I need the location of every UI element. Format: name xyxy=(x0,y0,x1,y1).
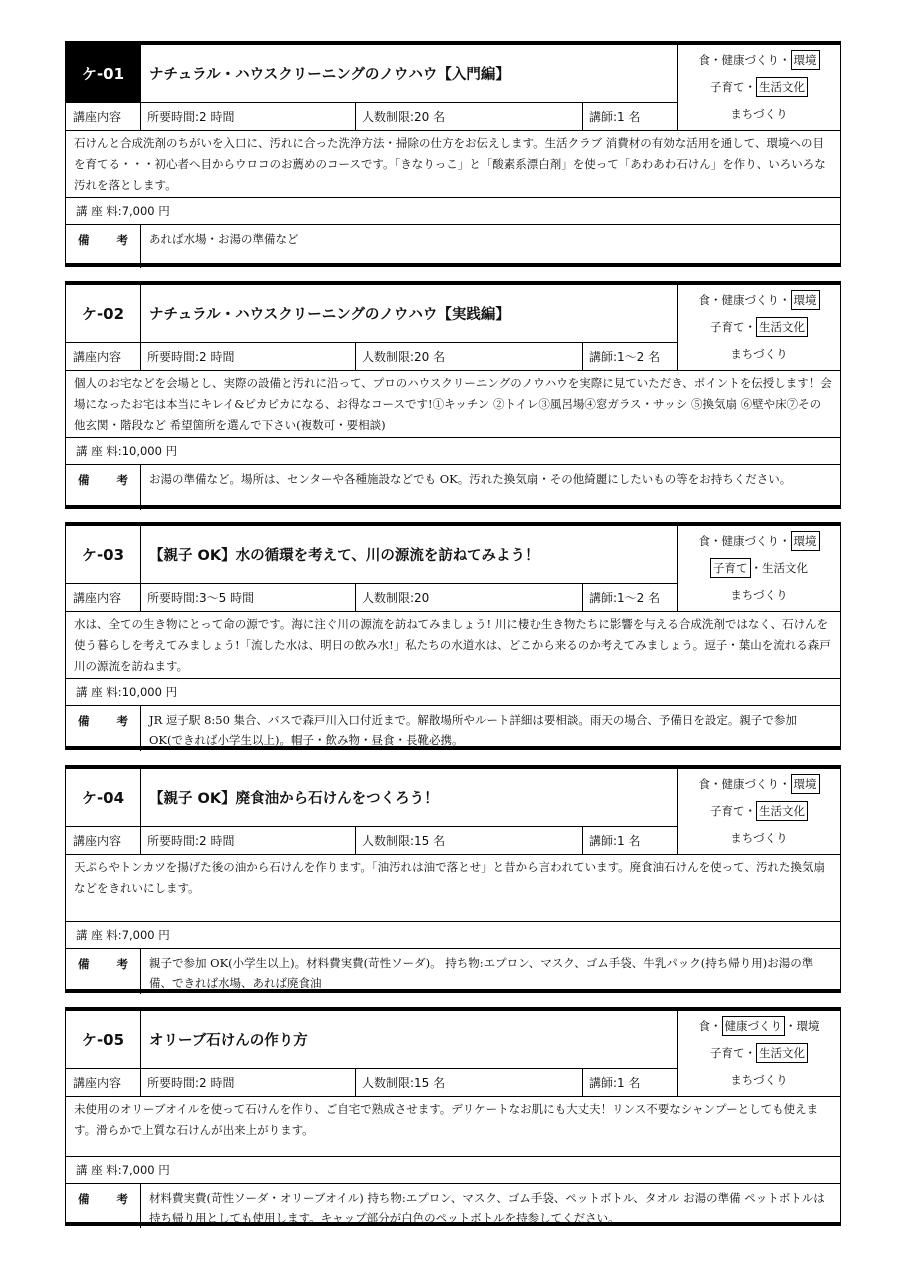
course-teacher: 講師:1～2 名 xyxy=(583,584,678,611)
content-label: 講座内容 xyxy=(66,343,141,370)
course-limit: 人数制限:20 名 xyxy=(356,103,583,130)
course-title: ナチュラル・ハウスクリーニングのノウハウ【入門編】 xyxy=(141,45,678,102)
course-teacher: 講師:1 名 xyxy=(583,103,678,130)
course-time: 所要時間:2 時間 xyxy=(141,343,356,370)
course-fee xyxy=(66,198,840,225)
category-food: 食・ xyxy=(698,1019,722,1034)
category-life-culture: 生活文化 xyxy=(756,1043,808,1063)
course-title: 【親子 OK】廃食油から石けんをつくろう！ xyxy=(141,769,678,826)
category-food-health: 食・健康づくり・ xyxy=(698,534,791,549)
note-label-a: 備 xyxy=(78,233,90,247)
course-code: ケ-01 xyxy=(66,45,141,102)
category-environment: 環境 xyxy=(791,50,820,70)
category-environment: 環境 xyxy=(791,290,820,310)
note-label xyxy=(66,949,141,994)
note-label xyxy=(66,1184,141,1228)
course-note-row xyxy=(66,225,840,268)
note-label-a: 備 xyxy=(78,714,90,728)
course-limit: 人数制限:20 名 xyxy=(356,343,583,370)
content-label: 講座内容 xyxy=(66,827,141,854)
fee-label: 講 座 料: xyxy=(76,1163,122,1177)
category-list xyxy=(678,45,840,129)
course-time: 所要時間:2 時間 xyxy=(141,827,356,854)
fee-value: 7,000 円 xyxy=(121,204,170,218)
category-health: 健康づくり xyxy=(722,1016,786,1036)
note-label-b: 考 xyxy=(116,714,128,728)
course-time: 所要時間:3～5 時間 xyxy=(141,584,356,611)
course-card xyxy=(65,281,841,509)
content-label: 講座内容 xyxy=(66,584,141,611)
course-description: 未使用のオリーブオイルを使って石けんを作り、ご自宅で熟成させます。デリケートなお肌にも大丈夫！リンス不要なシャンプーとしても使えます。滑らかで上質な石けんが出来上がります。 xyxy=(66,1097,840,1157)
course-title: 【親子 OK】水の循環を考えて、川の源流を訪ねてみよう！ xyxy=(141,526,678,583)
course-note-row xyxy=(66,949,840,994)
course-fee xyxy=(66,922,840,949)
course-note-row xyxy=(66,706,840,751)
category-life-culture: ・生活文化 xyxy=(750,560,808,575)
course-description: 水は、全ての生き物にとって命の源です。海に注ぐ川の源流を訪ねてみましょう! 川に棲む生き物たちに影響を与える合成洗剤ではなく、石けんを使う暮らしを考えてみましょう!「流した水は、明日の飲み水!」私たちの水道水は、どこから来るのか考えてみましょう。逗子・葉山を流れる森戸川の源流を訪ねます。 xyxy=(66,612,840,679)
note-label-b: 考 xyxy=(116,233,128,247)
course-time: 所要時間:2 時間 xyxy=(141,103,356,130)
course-note-row xyxy=(66,465,840,510)
course-title: オリーブ石けんの作り方 xyxy=(141,1011,678,1068)
course-title: ナチュラル・ハウスクリーニングのノウハウ【実践編】 xyxy=(141,285,678,342)
course-note: お湯の準備など。場所は、センターや各種施設などでも OK。汚れた換気扇・その他綺麗にしたいもの等をお持ちください。 xyxy=(149,472,792,486)
course-limit: 人数制限:15 名 xyxy=(356,1069,583,1096)
course-card xyxy=(65,41,841,267)
category-childcare: 子育て・ xyxy=(710,79,756,94)
course-time: 所要時間:2 時間 xyxy=(141,1069,356,1096)
note-label xyxy=(66,706,141,751)
category-childcare: 子育て xyxy=(710,558,751,578)
course-code: ケ-05 xyxy=(66,1011,141,1068)
category-food-health: 食・健康づくり・ xyxy=(698,777,791,792)
category-town: まちづくり xyxy=(730,1072,788,1087)
course-note: あれば水場・お湯の準備など xyxy=(149,232,299,246)
category-town: まちづくり xyxy=(730,106,788,121)
note-label-b: 考 xyxy=(116,957,128,971)
category-town: まちづくり xyxy=(730,587,788,602)
course-note: JR 逗子駅 8:50 集合、バスで森戸川入口付近まで。解散場所やルート詳細は要相談。雨天の場合、予備日を設定。親子で参加 OK(できれば小学生以上)。帽子・飲み物・昼食・長靴必携。 xyxy=(149,713,797,747)
course-teacher: 講師:1～2 名 xyxy=(583,343,678,370)
course-teacher: 講師:1 名 xyxy=(583,1069,678,1096)
category-life-culture: 生活文化 xyxy=(756,801,808,821)
category-list xyxy=(678,526,840,610)
category-food-health: 食・健康づくり・ xyxy=(698,293,791,308)
fee-label: 講 座 料: xyxy=(76,444,122,458)
course-code: ケ-04 xyxy=(66,769,141,826)
category-environment: 環境 xyxy=(791,774,820,794)
course-card xyxy=(65,522,841,750)
note-label xyxy=(66,465,141,510)
course-limit: 人数制限:15 名 xyxy=(356,827,583,854)
fee-label: 講 座 料: xyxy=(76,685,122,699)
course-description: 天ぷらやトンカツを揚げた後の油から石けんを作ります。「油汚れは油で落とせ」と昔から言われています。廃食油石けんを使って、汚れた換気扇などをきれいにします。 xyxy=(66,855,840,922)
category-list xyxy=(678,1011,840,1095)
category-town: まちづくり xyxy=(730,830,788,845)
category-environment: ・環境 xyxy=(785,1019,820,1034)
category-list xyxy=(678,285,840,369)
category-food-health: 食・健康づくり・ xyxy=(698,53,791,68)
course-fee xyxy=(66,1157,840,1184)
content-label: 講座内容 xyxy=(66,103,141,130)
course-card xyxy=(65,1007,841,1226)
category-childcare: 子育て・ xyxy=(710,1045,756,1060)
fee-value: 7,000 円 xyxy=(121,928,170,942)
course-limit: 人数制限:20 xyxy=(356,584,583,611)
category-childcare: 子育て・ xyxy=(710,319,756,334)
note-label-a: 備 xyxy=(78,473,90,487)
course-code: ケ-02 xyxy=(66,285,141,342)
course-code: ケ-03 xyxy=(66,526,141,583)
course-note-row xyxy=(66,1184,840,1228)
course-description: 個人のお宅などを会場とし、実際の設備と汚れに沿って、プロのハウスクリーニングのノウハウを実際に見ていただき、ポイントを伝授します！会場になったお宅は本当にキレイ&ピカピカになる、お得なコースです!①キッチン ②トイレ③風呂場④窓ガラス・サッシ ⑤換気扇 ⑥壁や床⑦その他玄関・階段など 希望箇所を選んで下さい(複数可・要相談) xyxy=(66,371,840,438)
category-life-culture: 生活文化 xyxy=(756,317,808,337)
fee-value: 7,000 円 xyxy=(121,1163,170,1177)
course-note: 材料費実費(苛性ソーダ・オリーブオイル) 持ち物:エプロン、マスク、ゴム手袋、ペットボトル、タオル お湯の準備 ペットボトルは持ち帰り用としても使用します。キャップ部分が白色のペットボトルを持参してください。 xyxy=(149,1191,825,1225)
course-fee xyxy=(66,679,840,706)
fee-value: 10,000 円 xyxy=(121,444,178,458)
course-card xyxy=(65,765,841,993)
fee-label: 講 座 料: xyxy=(76,204,122,218)
note-label xyxy=(66,225,141,268)
note-label-b: 考 xyxy=(116,1192,128,1206)
fee-value: 10,000 円 xyxy=(121,685,178,699)
fee-label: 講 座 料: xyxy=(76,928,122,942)
category-environment: 環境 xyxy=(791,531,820,551)
course-fee xyxy=(66,438,840,465)
note-label-a: 備 xyxy=(78,1192,90,1206)
course-description: 石けんと合成洗剤のちがいを入口に、汚れに合った洗浄方法・掃除の仕方をお伝えします。生活クラブ 消費材の有効な活用を通して、環境への目を育てる・・・初心者へ目からウロコのお薦めのコースです。「きなりっこ」と「酸素系漂白剤」を使って「あわあわ石けん」を作り、いろいろな汚れを落とします。 xyxy=(66,131,840,198)
category-childcare: 子育て・ xyxy=(710,803,756,818)
category-town: まちづくり xyxy=(730,346,788,361)
note-label-b: 考 xyxy=(116,473,128,487)
course-note: 親子で参加 OK(小学生以上)。材料費実費(苛性ソーダ)。 持ち物:エプロン、マスク、ゴム手袋、牛乳パック(持ち帰り用)お湯の準備、できれば水場、あれば廃食油 xyxy=(149,956,814,990)
note-label-a: 備 xyxy=(78,957,90,971)
category-list xyxy=(678,769,840,853)
content-label: 講座内容 xyxy=(66,1069,141,1096)
course-teacher: 講師:1 名 xyxy=(583,827,678,854)
category-life-culture: 生活文化 xyxy=(756,77,808,97)
